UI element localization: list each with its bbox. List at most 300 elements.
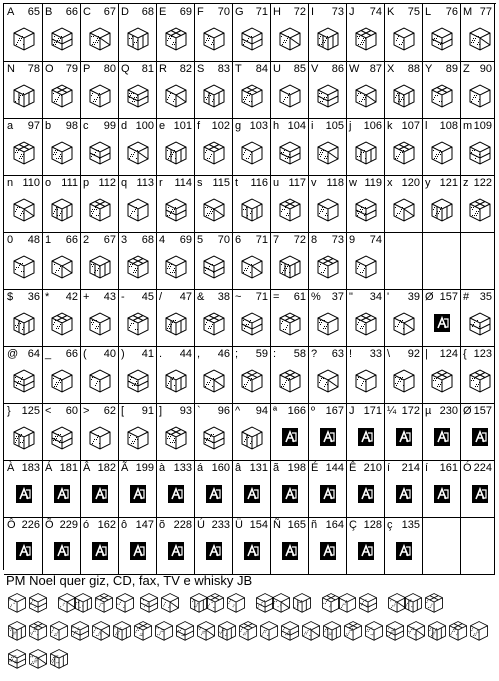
cube-glyph-icon [467, 25, 493, 53]
cube-glyph-icon [125, 25, 151, 53]
sample-glyph-icon [261, 622, 278, 641]
glyph-character: ) [121, 348, 125, 360]
cube-glyph-icon [87, 253, 113, 281]
cube-glyph-icon [201, 424, 227, 452]
glyph-character: 9 [349, 234, 356, 246]
glyph-code: 116 [250, 177, 268, 189]
missing-glyph-icon [429, 424, 455, 452]
glyph-character: K [387, 6, 395, 18]
cube-glyph-icon [11, 310, 37, 338]
glyph-character: X [387, 63, 395, 75]
cube-glyph-icon [11, 196, 37, 224]
cube-glyph-icon [353, 139, 379, 167]
glyph-code: 68 [141, 6, 154, 18]
cube-glyph-icon [87, 139, 113, 167]
glyph-character: U [273, 63, 281, 75]
cube-glyph-icon [239, 253, 265, 281]
glyph-code: 119 [364, 177, 382, 189]
glyph-cell [232, 4, 271, 62]
glyph-code: 97 [27, 120, 40, 132]
glyph-code: 67 [103, 6, 116, 18]
glyph-cell [384, 118, 423, 176]
glyph-cell [4, 4, 43, 62]
cube-glyph-icon [201, 310, 227, 338]
glyph-cell [118, 289, 157, 347]
glyph-code: 162 [97, 519, 116, 531]
glyph-character: ô [121, 519, 128, 531]
glyph-code: 133 [173, 462, 192, 474]
glyph-cell [346, 4, 385, 62]
glyph-code: 96 [217, 405, 230, 417]
glyph-character: µ [425, 405, 432, 417]
glyph-cell [42, 4, 81, 62]
cube-glyph-icon [87, 196, 113, 224]
glyph-cell [156, 175, 195, 233]
cube-glyph-icon [391, 25, 417, 53]
glyph-code: 47 [179, 291, 192, 303]
glyph-cell [118, 232, 157, 290]
glyph-code: 172 [401, 405, 420, 417]
sample-glyph-icon [324, 622, 341, 641]
glyph-code: 103 [249, 120, 268, 132]
glyph-code: 144 [325, 462, 344, 474]
glyph-code: 82 [179, 63, 192, 75]
glyph-character: í [387, 462, 391, 474]
glyph-cell [308, 118, 347, 176]
cube-glyph-icon [239, 310, 265, 338]
glyph-character: ~ [235, 291, 242, 303]
cube-glyph-icon [315, 367, 341, 395]
cube-glyph-icon [87, 82, 113, 110]
glyph-cell [118, 61, 157, 119]
glyph-code: 92 [407, 348, 420, 360]
glyph-code: 224 [473, 462, 492, 474]
glyph-code: 71 [255, 234, 268, 246]
glyph-cell [308, 175, 347, 233]
glyph-character: A [7, 6, 15, 18]
sample-glyph-icon [366, 622, 383, 641]
glyph-cell [308, 517, 347, 575]
sample-glyph-icon [198, 622, 215, 641]
glyph-code: 81 [141, 63, 154, 75]
sample-glyph-icon [93, 622, 110, 641]
cube-glyph-icon [201, 253, 227, 281]
glyph-character: ; [235, 348, 239, 360]
glyph-code: 107 [401, 120, 420, 132]
cube-glyph-icon [391, 139, 417, 167]
glyph-character: S [197, 63, 205, 75]
glyph-character: Ñ [273, 519, 281, 531]
missing-glyph-icon [429, 310, 455, 338]
glyph-cell [194, 118, 233, 176]
glyph-cell [384, 61, 423, 119]
glyph-code: 66 [65, 234, 78, 246]
glyph-character: s [197, 177, 203, 189]
glyph-code: 114 [174, 177, 192, 189]
glyph-code: 66 [65, 6, 78, 18]
missing-glyph-icon [429, 481, 455, 509]
glyph-code: 106 [363, 120, 382, 132]
cube-glyph-icon [277, 139, 303, 167]
glyph-cell [422, 61, 461, 119]
glyph-cell [42, 232, 81, 290]
cube-glyph-icon [239, 82, 265, 110]
glyph-character: 6 [235, 234, 242, 246]
glyph-code: 98 [65, 120, 78, 132]
glyph-cell [80, 118, 119, 176]
glyph-character: { [463, 348, 467, 360]
glyph-code: 80 [103, 63, 116, 75]
sample-title: PM Noel quer giz, CD, fax, TV e whisky JB [6, 573, 253, 588]
glyph-character: º [311, 405, 316, 417]
glyph-character: 8 [311, 234, 318, 246]
glyph-code: 63 [331, 348, 344, 360]
glyph-code: 41 [141, 348, 154, 360]
glyph-code: 84 [255, 63, 268, 75]
cube-glyph-icon [429, 82, 455, 110]
glyph-cell [384, 232, 423, 290]
glyph-character: J [349, 405, 355, 417]
glyph-cell [194, 517, 233, 575]
glyph-code: 36 [27, 291, 40, 303]
glyph-cell [42, 118, 81, 176]
cube-glyph-icon [353, 253, 379, 281]
glyph-cell [384, 403, 423, 461]
glyph-cell [308, 4, 347, 62]
cube-glyph-icon [353, 310, 379, 338]
glyph-code: 62 [103, 405, 116, 417]
glyph-character: Ã [121, 462, 129, 474]
glyph-code: 115 [212, 177, 230, 189]
cube-glyph-icon [125, 253, 151, 281]
glyph-code: 113 [136, 177, 154, 189]
glyph-code: 181 [59, 462, 78, 474]
glyph-character: Ü [235, 519, 243, 531]
glyph-cell [346, 232, 385, 290]
glyph-code: 228 [173, 519, 192, 531]
glyph-cell [232, 403, 271, 461]
glyph-code: 48 [27, 234, 40, 246]
glyph-character: P [83, 63, 91, 75]
glyph-cell [270, 289, 309, 347]
missing-glyph-icon [87, 538, 113, 566]
glyph-cell [308, 403, 347, 461]
cube-glyph-icon [49, 139, 75, 167]
missing-glyph-icon [239, 481, 265, 509]
glyph-code: 182 [97, 462, 116, 474]
glyph-character: í [425, 462, 429, 474]
cube-glyph-icon [49, 25, 75, 53]
glyph-character: z [463, 177, 469, 189]
glyph-code: 83 [217, 63, 230, 75]
cube-glyph-icon [163, 139, 189, 167]
glyph-cell [194, 175, 233, 233]
glyph-character: 2 [83, 234, 90, 246]
sample-glyph-icon [471, 622, 488, 641]
glyph-character: f [197, 120, 201, 132]
glyph-character: i [311, 120, 314, 132]
glyph-cell [460, 118, 495, 176]
glyph-cell [118, 346, 157, 404]
glyph-character: a [7, 120, 14, 132]
glyph-character: > [83, 405, 90, 417]
glyph-cell [270, 4, 309, 62]
cube-glyph-icon [391, 196, 417, 224]
cube-glyph-icon [163, 25, 189, 53]
cube-glyph-icon [11, 139, 37, 167]
cube-glyph-icon [391, 310, 417, 338]
glyph-character: ó [83, 519, 90, 531]
glyph-character: á [197, 462, 204, 474]
glyph-code: 73 [331, 6, 344, 18]
glyph-code: 46 [217, 348, 230, 360]
cube-glyph-icon [11, 367, 37, 395]
glyph-cell [42, 289, 81, 347]
cube-glyph-icon [277, 82, 303, 110]
cube-glyph-icon [353, 196, 379, 224]
glyph-character: b [45, 120, 52, 132]
glyph-character: g [235, 120, 242, 132]
cube-glyph-icon [87, 25, 113, 53]
glyph-character: c [83, 120, 89, 132]
glyph-cell [346, 175, 385, 233]
cube-glyph-icon [49, 196, 75, 224]
sample-glyph-icon [51, 650, 68, 669]
glyph-cell [156, 61, 195, 119]
cube-glyph-icon [239, 367, 265, 395]
sample-glyph-icon [9, 622, 26, 641]
glyph-cell [460, 460, 495, 518]
cube-glyph-icon [315, 82, 341, 110]
glyph-cell [422, 517, 461, 575]
glyph-cell [270, 346, 309, 404]
glyph-cell [156, 4, 195, 62]
cube-glyph-icon [315, 253, 341, 281]
glyph-character: * [45, 291, 50, 303]
cube-glyph-icon [49, 310, 75, 338]
glyph-code: 34 [369, 291, 382, 303]
glyph-character: j [349, 120, 352, 132]
glyph-character: D [121, 6, 129, 18]
glyph-code: 135 [401, 519, 420, 531]
glyph-character: J [349, 6, 355, 18]
glyph-code: 69 [179, 6, 192, 18]
glyph-cell [194, 289, 233, 347]
glyph-code: 39 [407, 291, 420, 303]
glyph-cell [232, 517, 271, 575]
cube-glyph-icon [163, 82, 189, 110]
glyph-cell [460, 403, 495, 461]
glyph-cell [270, 460, 309, 518]
missing-glyph-icon [277, 538, 303, 566]
glyph-character: ¼ [387, 405, 397, 417]
glyph-cell [4, 289, 43, 347]
glyph-cell [232, 175, 271, 233]
sample-glyph-icon [156, 622, 173, 641]
character-map-grid [3, 3, 496, 570]
glyph-cell [80, 175, 119, 233]
cube-glyph-icon [125, 196, 151, 224]
cube-glyph-icon [353, 367, 379, 395]
missing-glyph-icon [277, 424, 303, 452]
glyph-character: = [273, 291, 280, 303]
missing-glyph-icon [391, 424, 417, 452]
cube-glyph-icon [11, 25, 37, 53]
cube-glyph-icon [315, 196, 341, 224]
glyph-code: 93 [179, 405, 192, 417]
glyph-cell [346, 403, 385, 461]
glyph-cell [384, 346, 423, 404]
missing-glyph-icon [315, 481, 341, 509]
glyph-character: n [7, 177, 14, 189]
glyph-character: C [83, 6, 91, 18]
glyph-code: 58 [293, 348, 306, 360]
glyph-cell [80, 346, 119, 404]
glyph-character: Ç [349, 519, 357, 531]
cube-glyph-icon [239, 196, 265, 224]
missing-glyph-icon [163, 481, 189, 509]
glyph-character: Õ [45, 519, 54, 531]
sample-glyph-icon [141, 594, 158, 613]
glyph-code: 164 [325, 519, 344, 531]
glyph-character: $ [7, 291, 14, 303]
glyph-code: 124 [439, 348, 458, 360]
cube-glyph-icon [429, 196, 455, 224]
glyph-character: E [159, 6, 167, 18]
glyph-cell [270, 118, 309, 176]
glyph-code: 68 [141, 234, 154, 246]
glyph-code: 70 [217, 6, 230, 18]
cube-glyph-icon [315, 139, 341, 167]
glyph-cell [4, 61, 43, 119]
glyph-cell [156, 517, 195, 575]
glyph-character: õ [159, 519, 166, 531]
glyph-character: m [463, 120, 473, 132]
glyph-cell [232, 118, 271, 176]
sample-glyph-icon [273, 594, 290, 613]
glyph-cell [194, 346, 233, 404]
glyph-code: 123 [473, 348, 492, 360]
missing-glyph-icon [49, 538, 75, 566]
cube-glyph-icon [11, 253, 37, 281]
glyph-code: 60 [65, 405, 78, 417]
sample-glyph-icon [219, 622, 236, 641]
sample-glyph-icon [96, 594, 113, 613]
glyph-code: 91 [141, 405, 154, 417]
cube-glyph-icon [467, 367, 493, 395]
glyph-character: Ú [197, 519, 205, 531]
glyph-character: q [121, 177, 128, 189]
glyph-code: 71 [255, 6, 268, 18]
sample-glyph-icon [177, 622, 194, 641]
missing-glyph-icon [277, 481, 303, 509]
glyph-character: à [159, 462, 166, 474]
cube-glyph-icon [277, 25, 303, 53]
sample-glyph-icon [207, 594, 224, 613]
glyph-character: T [235, 63, 242, 75]
sample-rendering [6, 589, 496, 677]
glyph-code: 110 [22, 177, 40, 189]
glyph-code: 165 [287, 519, 306, 531]
cube-glyph-icon [201, 25, 227, 53]
glyph-character: F [197, 6, 204, 18]
sample-glyph-icon [114, 622, 131, 641]
glyph-code: 101 [173, 120, 192, 132]
glyph-code: 76 [445, 6, 458, 18]
glyph-code: 160 [211, 462, 230, 474]
glyph-cell [80, 403, 119, 461]
glyph-cell [308, 61, 347, 119]
glyph-cell [118, 118, 157, 176]
glyph-cell [422, 4, 461, 62]
glyph-cell [308, 460, 347, 518]
glyph-code: 67 [103, 234, 116, 246]
cube-glyph-icon [87, 310, 113, 338]
glyph-character: u [273, 177, 280, 189]
glyph-character: Y [425, 63, 433, 75]
cube-glyph-icon [125, 82, 151, 110]
glyph-character: [ [121, 405, 125, 417]
cube-glyph-icon [391, 82, 417, 110]
sample-glyph-icon [257, 594, 274, 613]
glyph-code: 37 [331, 291, 344, 303]
sample-glyph-icon [30, 622, 47, 641]
cube-glyph-icon [163, 367, 189, 395]
glyph-cell [42, 403, 81, 461]
glyph-code: 86 [331, 63, 344, 75]
glyph-code: 94 [255, 405, 268, 417]
sample-glyph-icon [117, 594, 134, 613]
glyph-code: 71 [255, 291, 268, 303]
glyph-character: - [121, 291, 125, 303]
glyph-cell [194, 460, 233, 518]
glyph-character: G [235, 6, 244, 18]
glyph-cell [384, 460, 423, 518]
glyph-code: 229 [59, 519, 78, 531]
glyph-cell [42, 460, 81, 518]
sample-glyph-icon [30, 594, 47, 613]
glyph-code: 61 [293, 291, 306, 303]
glyph-cell [384, 4, 423, 62]
glyph-character: ª [273, 405, 278, 417]
cube-glyph-icon [163, 424, 189, 452]
cube-glyph-icon [49, 82, 75, 110]
glyph-character: V [311, 63, 319, 75]
glyph-character: v [311, 177, 317, 189]
glyph-code: 109 [473, 120, 492, 132]
glyph-cell [118, 517, 157, 575]
cube-glyph-icon [87, 367, 113, 395]
sample-glyph-icon [51, 622, 68, 641]
glyph-code: 35 [479, 291, 492, 303]
glyph-cell [460, 346, 495, 404]
glyph-code: 108 [439, 120, 458, 132]
sample-glyph-icon [429, 622, 446, 641]
glyph-cell [80, 61, 119, 119]
glyph-cell [460, 232, 495, 290]
cube-glyph-icon [277, 367, 303, 395]
glyph-code: 74 [369, 234, 382, 246]
cube-glyph-icon [239, 25, 265, 53]
glyph-character: + [83, 291, 90, 303]
sample-glyph-icon [135, 622, 152, 641]
glyph-cell [156, 232, 195, 290]
glyph-cell [270, 403, 309, 461]
cube-glyph-icon [429, 367, 455, 395]
cube-glyph-icon [277, 196, 303, 224]
sample-glyph-icon [72, 622, 89, 641]
glyph-cell [422, 289, 461, 347]
